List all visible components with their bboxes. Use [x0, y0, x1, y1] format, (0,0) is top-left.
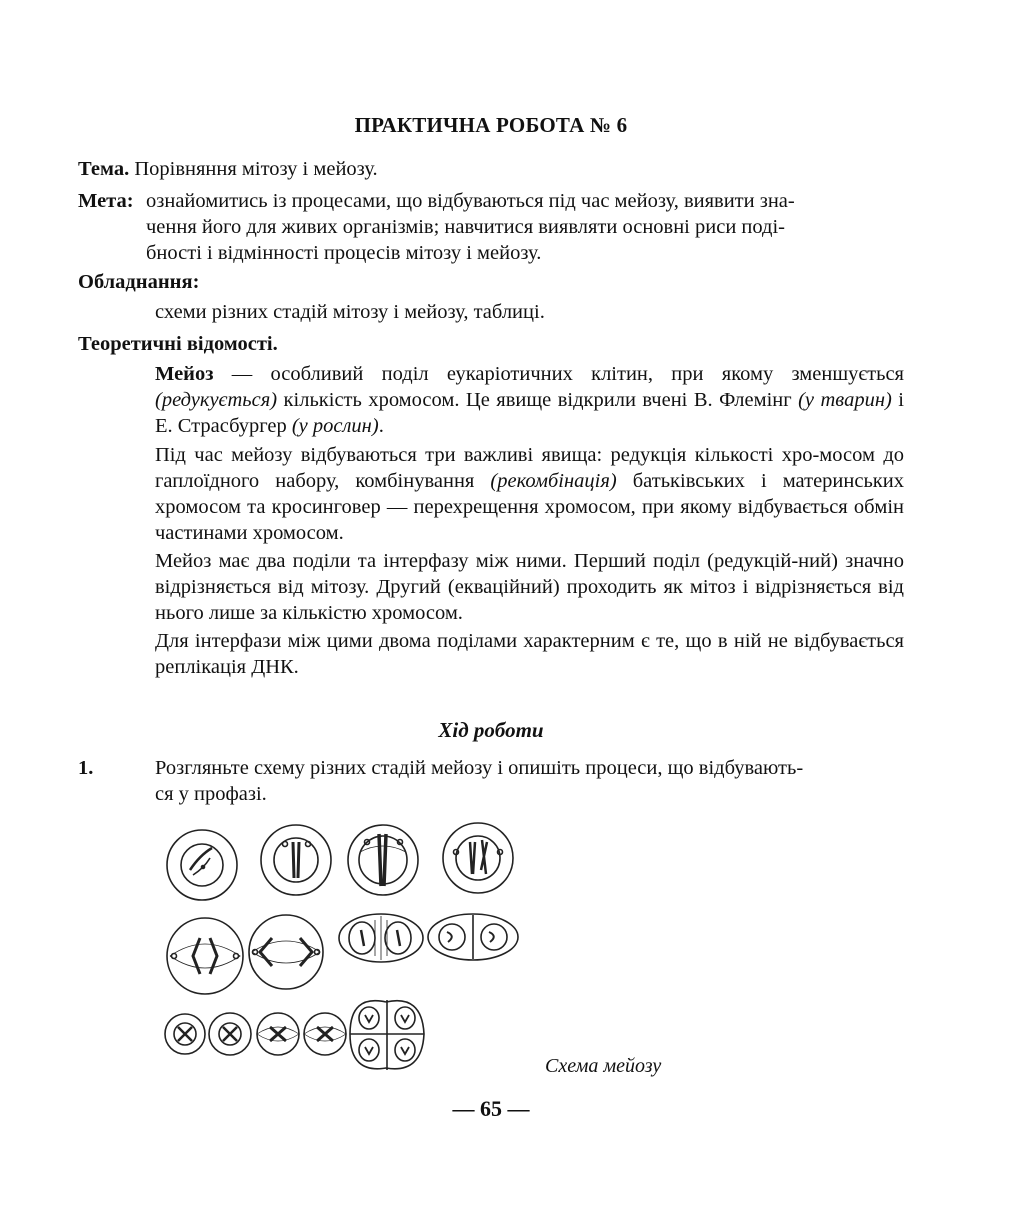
p1-text-d: . [378, 415, 384, 437]
cell-prophase-2-left [165, 1014, 205, 1054]
cell-telophase-1 [339, 914, 423, 962]
p2-text-a: Під час мейозу відбуваються три важливі явища: редукція кількості хро-мосом до гаплоїдного набору, комбінування [155, 444, 904, 492]
cell-anaphase-1 [249, 915, 323, 989]
p2-italic-1: (рекомбінація) [490, 470, 617, 492]
goal-label: Мета: [78, 190, 134, 212]
p1-text-c: і Е. Страсбургер [155, 389, 904, 437]
cell-interkinesis [428, 914, 518, 960]
step-1-text [155, 755, 904, 807]
cell-tetrad [350, 1000, 424, 1070]
goal-text [146, 188, 904, 266]
procedure-heading: Хід роботи [438, 718, 544, 742]
theory-label: Теоретичні відомості. [78, 333, 278, 355]
topic-row [78, 156, 904, 182]
meiosis-term: Мейоз [155, 363, 214, 385]
theory-row [78, 331, 904, 357]
p1-italic-3: (у рослин) [291, 415, 379, 437]
theory-paragraph-3 [155, 548, 904, 626]
goal-line-3: бності і відмінності процесів мітозу і мейозу. [146, 242, 542, 264]
goal-line-1: ознайомитись із процесами, що відбуваються під час мейозу, виявити зна- [146, 190, 795, 212]
cell-metaphase-2-right [304, 1013, 346, 1055]
step-1-line-1: Розгляньте схему різних стадій мейозу і опишіть процеси, що відбувають- [155, 757, 804, 779]
topic-label: Тема. [78, 158, 130, 180]
p1-text-a: — особливий поділ еукаріотичних клітин, при якому зменшується [213, 363, 904, 385]
p1-italic-1: (редукується) [155, 389, 278, 411]
equipment-text: схеми різних стадій мітозу і мейозу, таблиці. [155, 301, 545, 323]
cell-metaphase-1 [167, 918, 243, 994]
p1-text-b: кількість хромосом. Це явище відкрили вчені В. Флемінг [277, 389, 799, 411]
page-title: ПРАКТИЧНА РОБОТА № 6 [354, 113, 628, 137]
cell-prophase-2 [261, 825, 331, 895]
goal-line-2: чення його для живих організмів; навчитися виявляти основні риси поді- [146, 216, 786, 238]
theory-paragraph-1 [155, 361, 904, 439]
cell-prophase-2-right [209, 1013, 251, 1055]
theory-paragraph-2 [155, 442, 904, 546]
meiosis-diagram [160, 820, 520, 1080]
p4-text: Для інтерфази між цими двома поділами характерним є те, що в ній не відбувається реплікація ДНК. [155, 630, 904, 678]
cell-prophase-3 [348, 825, 418, 895]
figure-caption: Схема мейозу [545, 1055, 662, 1077]
cell-prophase-4 [443, 823, 513, 893]
p2-text-b: батьківських і материнських хромосом та кросинговер — перехрещення хромосом, при якому відбувається обмін частинами хромосом. [155, 470, 904, 544]
step-1-line-2: ся у профазі. [155, 783, 267, 805]
equipment-row [78, 269, 904, 295]
p3-text: Мейоз має два поділи та інтерфазу між ними. Перший поділ (редукцій-ний) значно відрізняється від мітозу. Другий (екваційний) проходить як мітоз і відрізняється від нього лише за кількістю хромосом. [155, 550, 904, 624]
step-number: 1. [78, 757, 94, 779]
topic-text: Порівняння мітозу і мейозу. [134, 158, 378, 180]
cell-prophase-1 [167, 830, 237, 900]
page-number: — 65 — [452, 1096, 530, 1121]
theory-paragraph-4 [155, 628, 904, 680]
cell-metaphase-2-left [257, 1013, 299, 1055]
equipment-label: Обладнання: [78, 271, 200, 293]
p1-italic-2: (у тварин) [798, 389, 892, 411]
